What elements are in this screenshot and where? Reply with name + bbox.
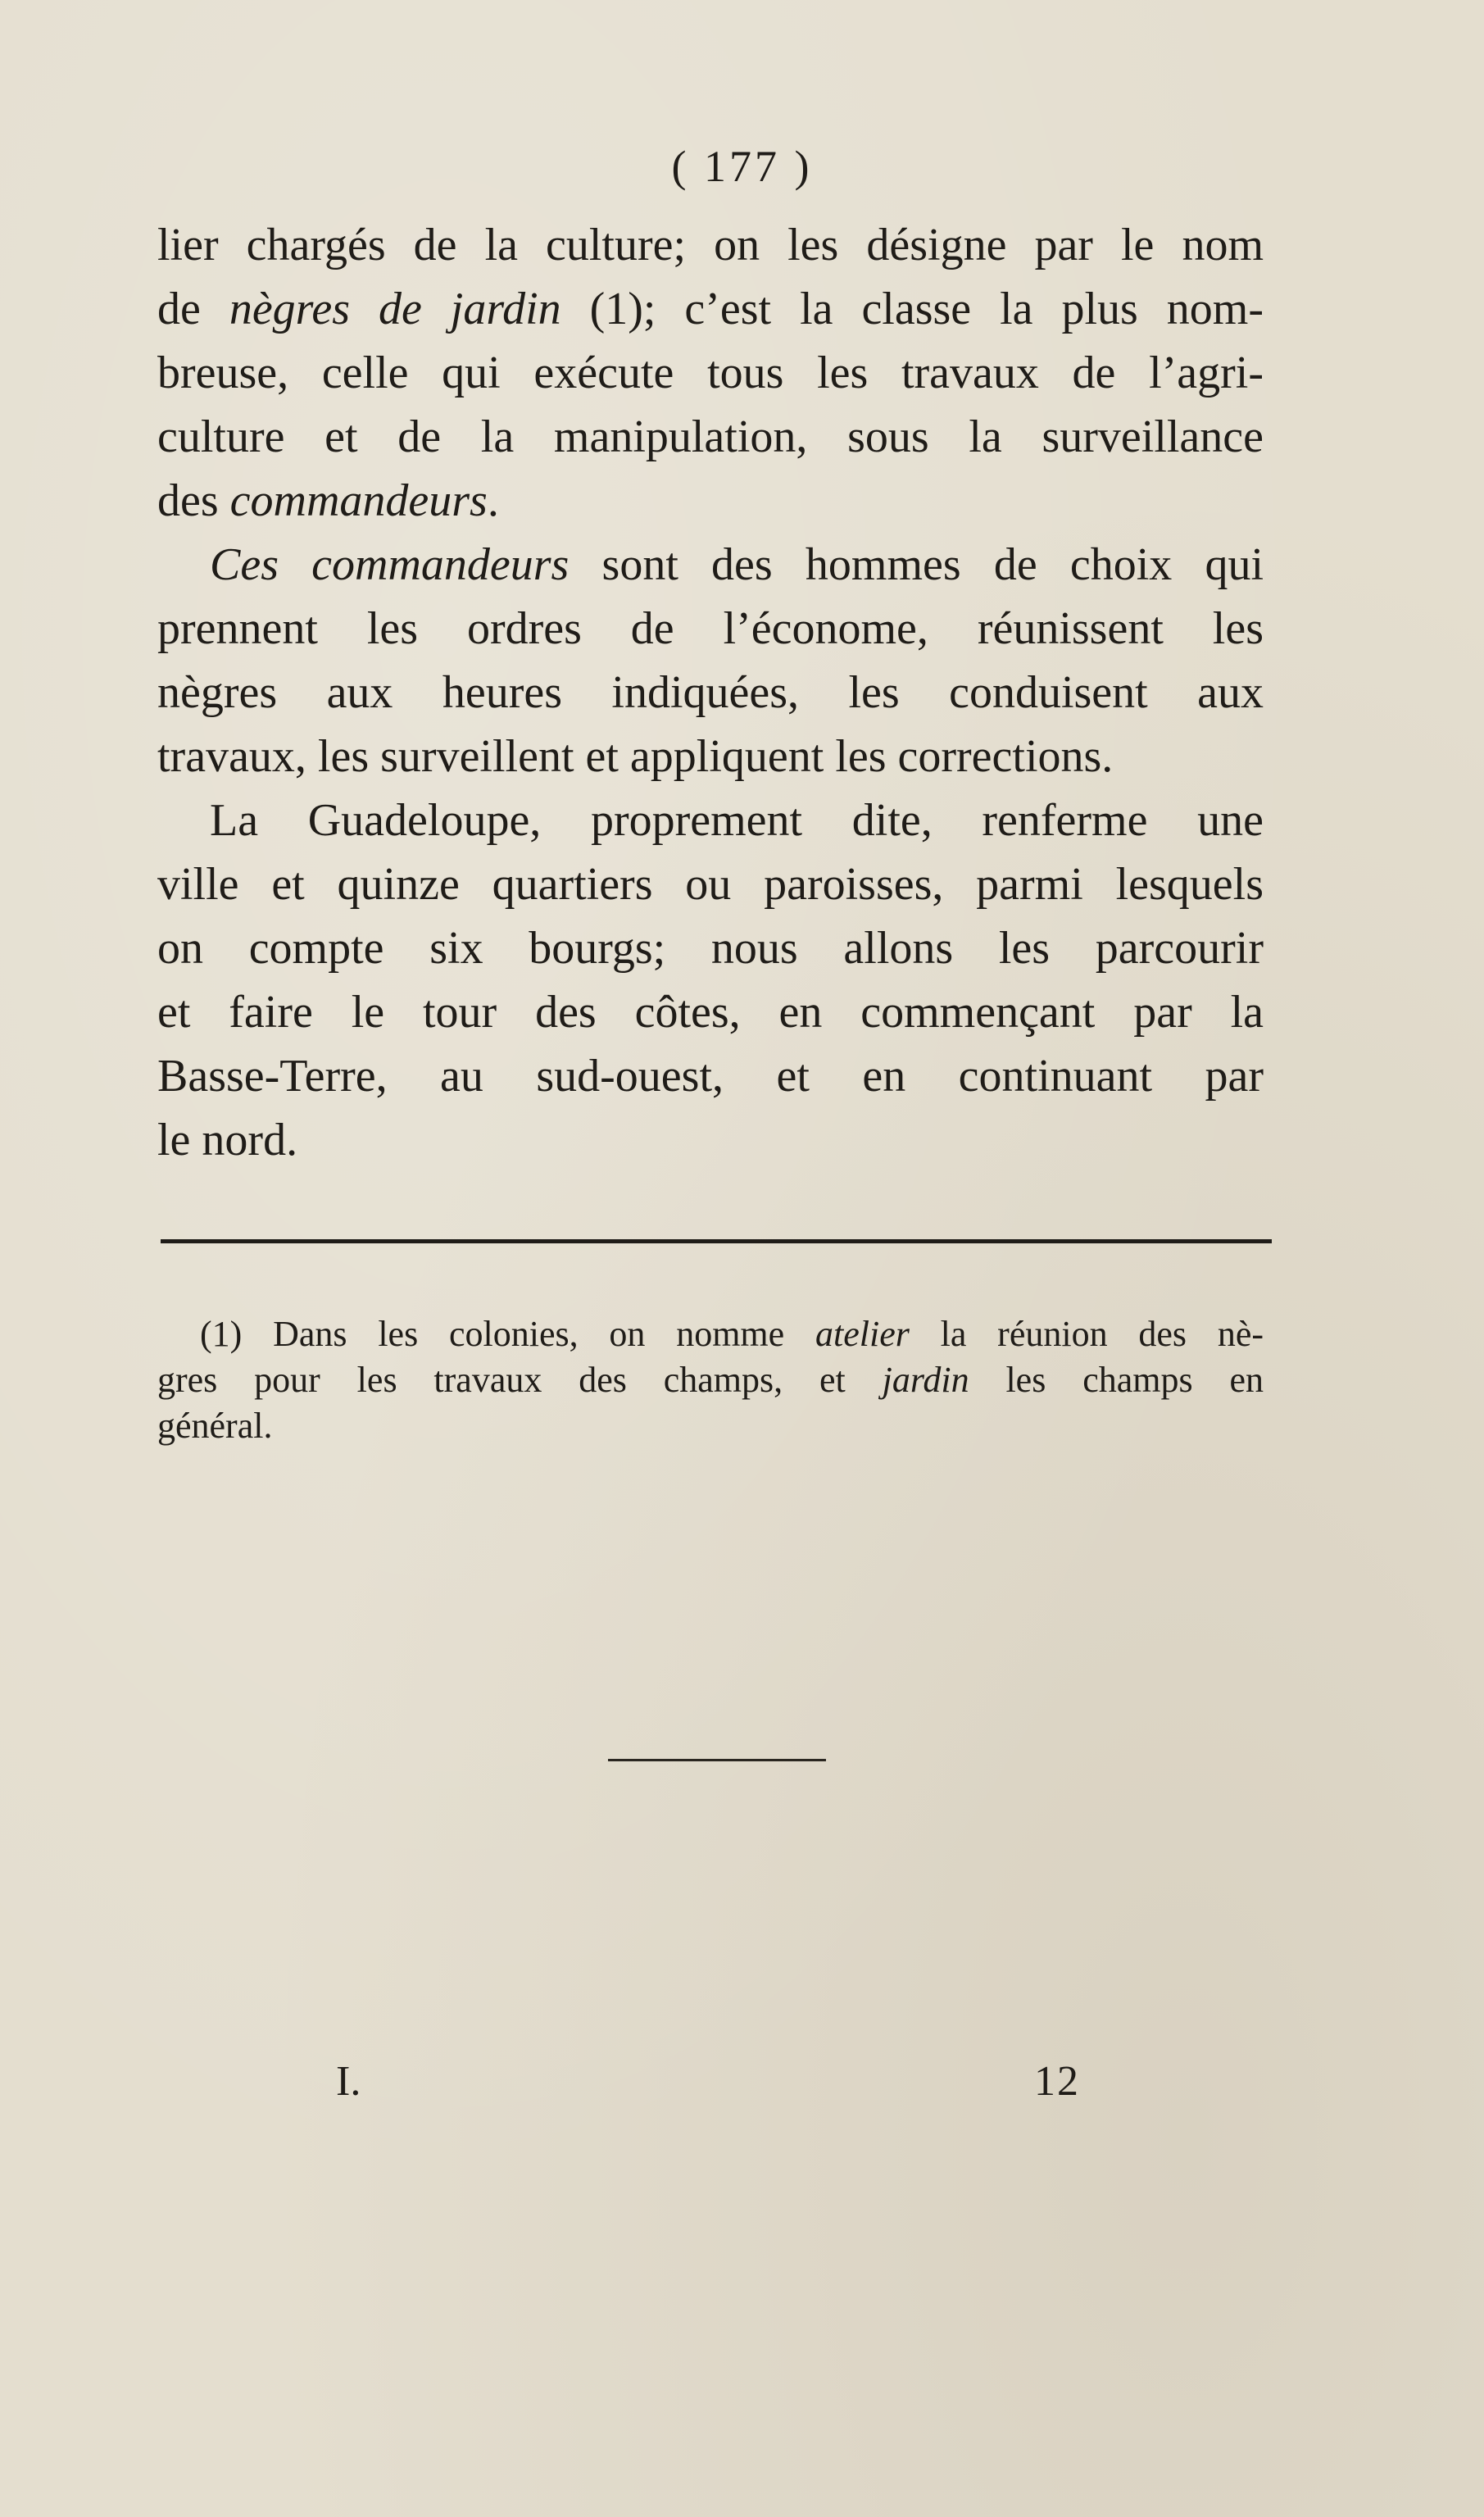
- text-line: [157, 980, 1264, 1044]
- italic-text: nègres de jardin: [229, 284, 561, 334]
- italic-text: jardin: [882, 1360, 969, 1400]
- text-line: [157, 533, 1264, 597]
- text-segment: travaux, les surveillent et appliquent les corrections.: [157, 731, 1114, 782]
- sheet-number: 12: [1034, 2058, 1080, 2105]
- footnote-separator-rule: [161, 1239, 1272, 1243]
- text-segment: ville et quinze quartiers ou paroisses, parmi lesquels: [157, 859, 1264, 910]
- text-segment: des: [157, 475, 230, 526]
- text-line: [157, 852, 1264, 916]
- text-segment: nègres aux heures indiquées, les conduisent aux: [157, 667, 1264, 718]
- text-line: [157, 788, 1264, 852]
- text-segment: et faire le tour des côtes, en commençant par la: [157, 987, 1264, 1038]
- footnote: [157, 1311, 1264, 1449]
- text-segment: (1) Dans les colonies, on nomme: [200, 1314, 815, 1354]
- italic-text: atelier: [815, 1314, 910, 1354]
- italic-text: Ces commandeurs: [210, 539, 570, 590]
- main-text: [157, 213, 1264, 1172]
- text-segment: gres pour les travaux des champs, et: [157, 1360, 883, 1400]
- text-segment: sont des hommes de choix qui: [569, 539, 1264, 590]
- text-line: [157, 661, 1264, 725]
- text-line: [157, 213, 1264, 277]
- text-segment: le nord.: [157, 1115, 298, 1165]
- italic-text: commandeurs: [229, 475, 488, 526]
- paragraph: [157, 213, 1264, 533]
- paragraph: [157, 533, 1264, 788]
- text-segment: La Guadeloupe, proprement dite, renferme une: [210, 795, 1264, 846]
- text-segment: les champs en: [969, 1360, 1264, 1400]
- page-header-number: ( 177 ): [671, 142, 813, 191]
- paragraph: [157, 788, 1264, 1172]
- text-line: [157, 725, 1264, 788]
- text-line: [157, 1044, 1264, 1108]
- text-line: [157, 1311, 1264, 1357]
- text-line: [157, 1357, 1264, 1403]
- text-line: [157, 277, 1264, 341]
- text-line: [157, 341, 1264, 405]
- text-line: [157, 1403, 1264, 1449]
- text-segment: prennent les ordres de l’économe, réunissent les: [157, 603, 1264, 654]
- end-ornament-rule: [608, 1759, 826, 1761]
- text-line: [157, 916, 1264, 980]
- text-line: [157, 469, 1264, 533]
- text-segment: de: [157, 284, 229, 334]
- text-segment: on compte six bourgs; nous allons les parcourir: [157, 923, 1264, 974]
- text-segment: breuse, celle qui exécute tous les travaux de l’agri-: [157, 348, 1264, 398]
- text-line: [157, 597, 1264, 661]
- text-segment: .: [487, 475, 499, 526]
- text-segment: (1); c’est la classe la plus nom-: [560, 284, 1264, 334]
- text-line: [157, 405, 1264, 469]
- text-segment: lier chargés de la culture; on les désigne par le nom: [157, 220, 1264, 270]
- text-segment: Basse-Terre, au sud-ouest, et en continuant par: [157, 1051, 1264, 1102]
- text-segment: culture et de la manipulation, sous la surveillance: [157, 411, 1264, 462]
- signature-mark: I.: [336, 2058, 361, 2105]
- text-segment: la réunion des nè-: [909, 1314, 1264, 1354]
- text-segment: général.: [157, 1406, 273, 1446]
- text-line: [157, 1108, 1264, 1172]
